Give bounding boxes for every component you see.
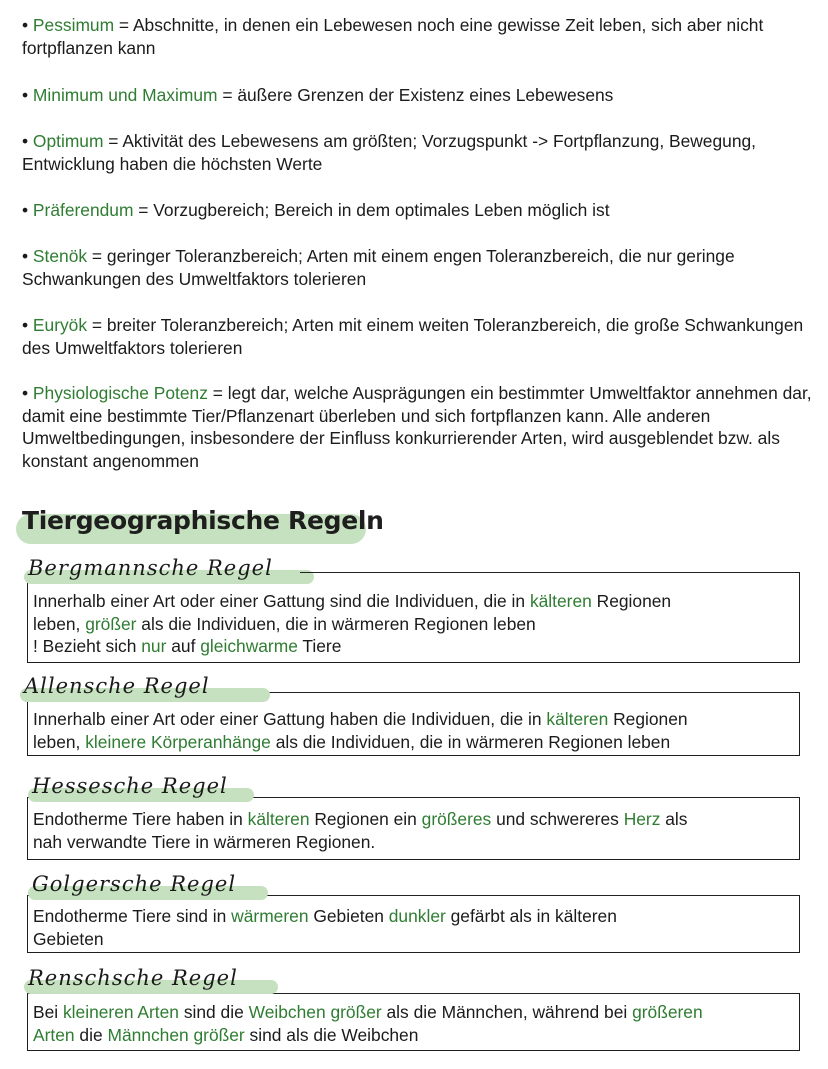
rule-text: Innerhalb einer Art oder einer Gattung sind die Individuen, die in xyxy=(33,591,530,611)
definition-text: = Abschnitte, in denen ein Lebewesen noch eine gewisse Zeit leben, sich aber nicht fortpflanzen kann xyxy=(22,15,764,58)
term: Präferendum xyxy=(32,200,134,220)
rule-text: ! Bezieht sich xyxy=(33,636,142,656)
highlighted-word: Weibchen größer xyxy=(248,1002,382,1022)
rule-text: auf xyxy=(166,636,201,656)
rule-line xyxy=(33,590,799,613)
section-heading: Tiergeographische Regeln xyxy=(22,506,384,535)
rule-title-line xyxy=(278,993,800,994)
rule-line xyxy=(33,708,799,731)
highlighted-word: dunkler xyxy=(388,906,446,926)
rule-line xyxy=(33,905,799,928)
definition-minimum-maximum: • Minimum und Maximum = äußere Grenzen der Existenz eines Lebewesens xyxy=(22,85,614,105)
rule-line xyxy=(33,1001,799,1024)
rule-line xyxy=(33,731,799,754)
rule-title-golger: Golgersche Regel xyxy=(32,872,237,896)
rule-line xyxy=(33,808,799,831)
rule-text: gefärbt als in kälteren xyxy=(445,906,617,926)
term: Pessimum xyxy=(32,15,115,35)
highlighted-word: Männchen größer xyxy=(107,1024,245,1045)
rule-text: als die Individuen, die in wärmeren Regionen leben xyxy=(136,613,536,634)
rule-text: Regionen xyxy=(591,591,672,611)
definition-optimum: • Optimum = Aktivität des Lebewesens am größten; Vorzugspunkt -> Fortpflanzung, Bewegung, Entwicklung haben die höchsten Werte xyxy=(22,131,756,174)
rule-line xyxy=(33,1024,799,1047)
rule-text: Endotherme Tiere haben in xyxy=(33,809,248,829)
rule-text: Innerhalb einer Art oder einer Gattung haben die Individuen, die in xyxy=(33,709,547,729)
rule-title-allen: Allensche Regel xyxy=(24,674,210,698)
highlighted-word: größeres xyxy=(421,809,492,829)
rule-line xyxy=(33,635,799,658)
rule-title-bergmann: Bergmannsche Regel xyxy=(28,556,273,580)
highlighted-word: größer xyxy=(85,613,137,634)
term: Euryök xyxy=(32,315,88,335)
rule-text: Regionen xyxy=(608,709,688,729)
definition-text: = Vorzugbereich; Bereich in dem optimales Leben möglich ist xyxy=(133,200,610,220)
definition-text: = äußere Grenzen der Existenz eines Lebewesens xyxy=(217,85,614,105)
rule-text: leben, xyxy=(33,613,86,634)
rule-text: als xyxy=(660,809,688,829)
highlighted-word: kälteren xyxy=(546,709,609,729)
definition-euryoek: • Euryök = breiter Toleranzbereich; Arten mit einem weiten Toleranzbereich, die große Schwankungen des Umweltfaktors tolerieren xyxy=(22,315,804,358)
definition-text: = geringer Toleranzbereich; Arten mit einem engen Toleranzbereich, die nur geringe Schwankungen des Umweltfaktors tolerieren xyxy=(22,246,735,289)
highlighted-word: kleinere Körperanhänge xyxy=(85,731,271,752)
term: Optimum xyxy=(32,131,104,151)
rule-text: leben, xyxy=(33,731,86,752)
rule-text: Gebieten xyxy=(33,928,104,949)
definition-stenoek: • Stenök = geringer Toleranzbereich; Arten mit einem engen Toleranzbereich, die nur geringe Schwankungen des Umweltfaktors tolerieren xyxy=(22,246,735,289)
highlighted-word: gleichwarme xyxy=(200,636,298,656)
rule-box-golger xyxy=(27,895,800,953)
rule-text: als die Individuen, die in wärmeren Regionen leben xyxy=(270,731,671,752)
definition-physiologische-potenz: • Physiologische Potenz = legt dar, welche Ausprägungen ein bestimmter Umweltfaktor annehmen dar, damit eine bestimmte Tier/Pflanzenart überleben und sich fortpflanzen kann. Alle anderen Umweltbedingungen, insbesondere der Einfluss konkurrierender Arten, wird ausgeblendet bzw. als konstant angenommen xyxy=(22,383,812,471)
highlighted-word: kälteren xyxy=(247,809,310,829)
rule-text: nah verwandte Tiere in wärmeren Regionen. xyxy=(33,831,376,852)
highlighted-word: Arten xyxy=(33,1024,75,1045)
definition-praeferendum: • Präferendum = Vorzugbereich; Bereich in dem optimales Leben möglich ist xyxy=(22,200,610,220)
term: Physiologische Potenz xyxy=(32,383,208,403)
rule-text: die xyxy=(74,1024,108,1045)
highlighted-word: kleineren Arten xyxy=(62,1002,179,1022)
definition-text: = breiter Toleranzbereich; Arten mit einem weiten Toleranzbereich, die große Schwankungen des Umweltfaktors tolerieren xyxy=(22,315,804,358)
rule-text: als die Männchen, während bei xyxy=(381,1002,633,1022)
rule-text: sind als die Weibchen xyxy=(244,1024,419,1045)
highlighted-word: nur xyxy=(141,636,167,656)
rule-title-line xyxy=(300,572,800,573)
rule-box-bergmann xyxy=(27,572,800,663)
rule-title-line xyxy=(276,692,800,693)
term: Stenök xyxy=(32,246,88,266)
rule-line xyxy=(33,613,799,636)
rule-box-hesse xyxy=(27,797,800,860)
rule-title-hesse: Hessesche Regel xyxy=(32,774,228,798)
rule-title-line xyxy=(270,895,800,896)
rule-line xyxy=(33,831,799,854)
term: Minimum und Maximum xyxy=(32,85,218,105)
rule-text: Tiere xyxy=(297,636,342,656)
definition-pessimum: • Pessimum = Abschnitte, in denen ein Lebewesen noch eine gewisse Zeit leben, sich aber nicht fortpflanzen kann xyxy=(22,15,764,58)
highlighted-word: wärmeren xyxy=(231,906,309,926)
rule-text: Endotherme Tiere sind in xyxy=(33,906,232,926)
rule-title-line xyxy=(256,797,800,798)
rule-text: sind die xyxy=(178,1002,249,1022)
definition-text: = Aktivität des Lebewesens am größten; Vorzugspunkt -> Fortpflanzung, Bewegung, Entwicklung haben die höchsten Werte xyxy=(22,131,756,174)
rule-line xyxy=(33,928,799,951)
rule-text: Regionen ein xyxy=(309,809,422,829)
highlighted-word: Herz xyxy=(623,809,661,829)
highlighted-word: größeren xyxy=(632,1002,703,1022)
rule-text: und schwereres xyxy=(491,809,624,829)
highlighted-word: kälteren xyxy=(529,591,592,611)
rule-text: Gebieten xyxy=(308,906,389,926)
rule-title-rensch: Renschsche Regel xyxy=(28,966,238,990)
definition-text: = legt dar, welche Ausprägungen ein bestimmter Umweltfaktor annehmen dar, damit eine bestimmte Tier/Pflanzenart überleben und sich fortpflanzen kann. Alle anderen Umweltbedingungen, insbesondere der Einfluss konkurrierender Arten, wird ausgeblendet bzw. als konstant angenommen xyxy=(22,383,812,471)
rule-box-rensch xyxy=(27,993,800,1051)
rule-text: Bei xyxy=(33,1002,63,1022)
